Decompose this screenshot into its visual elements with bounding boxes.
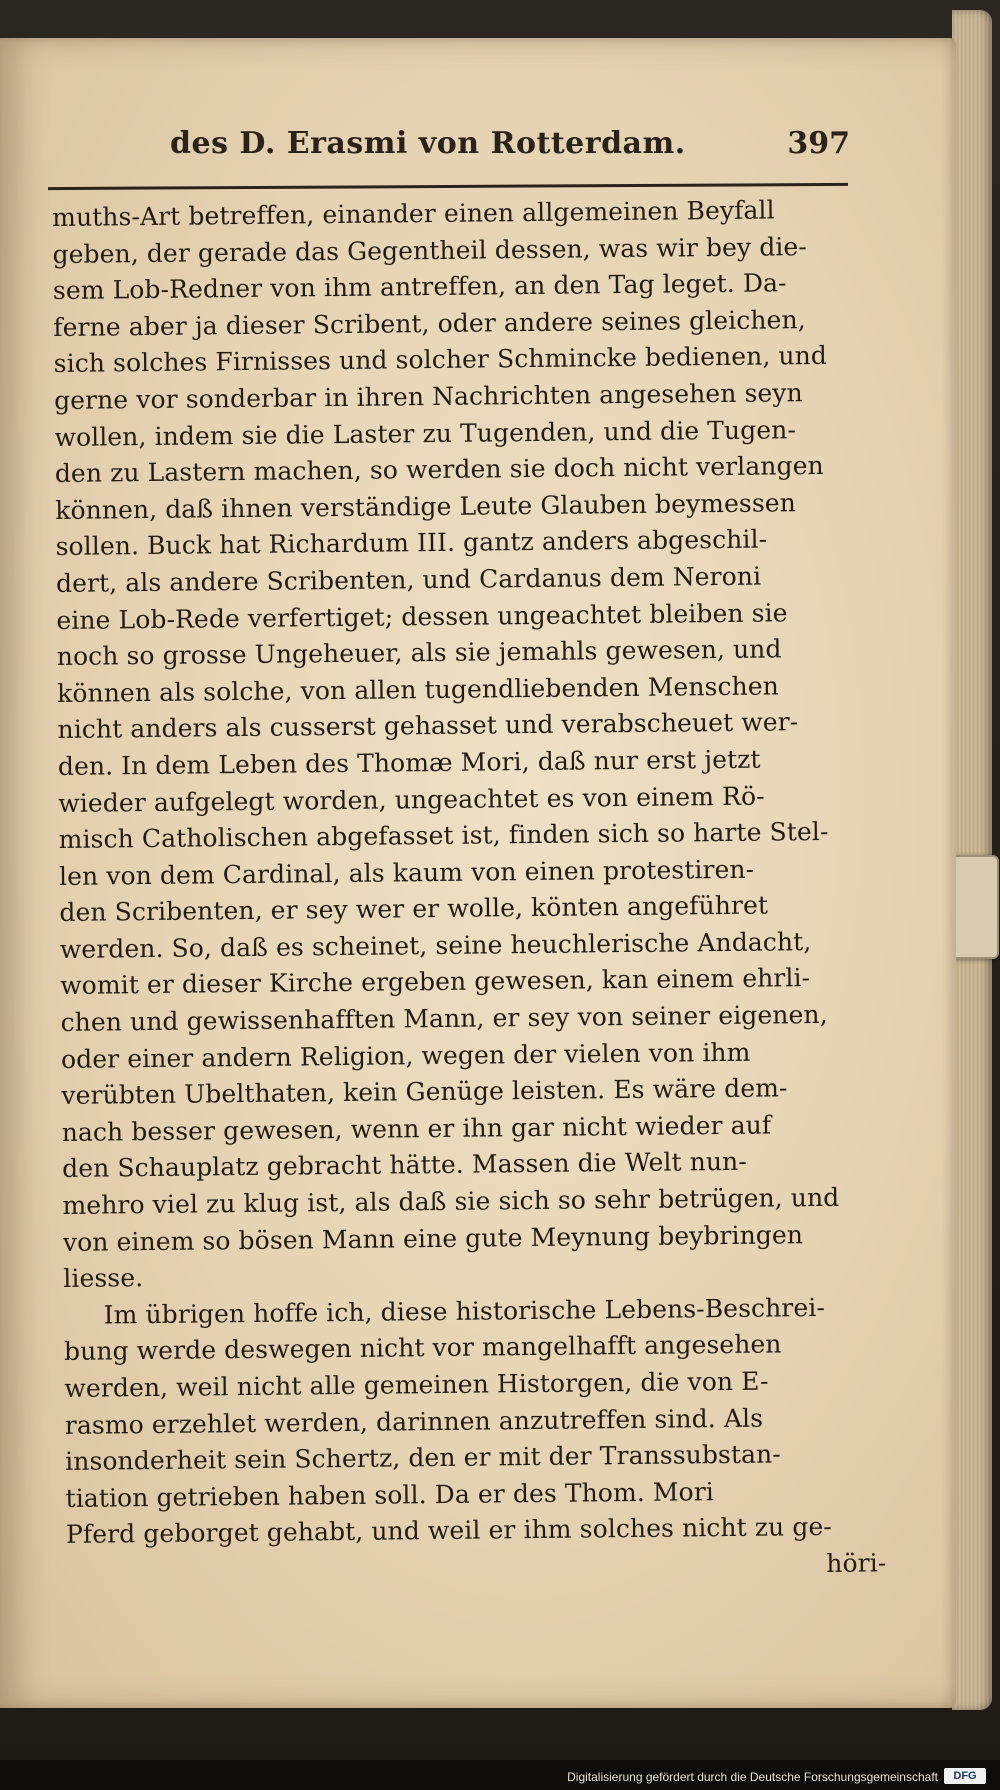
text-line: insonderheit sein Schertz, den er mit der Transsubstan- [65, 1439, 781, 1477]
text-line: den Scribenten, er sey wer er wolle, könten angeführet [59, 890, 769, 928]
text-line: mehro viel zu klug ist, als daß sie sich so sehr betrügen, und [62, 1182, 840, 1220]
text-line: den zu Lastern machen, so werden sie doch nicht verlangen [54, 451, 824, 489]
text-line: von einem so bösen Mann eine gute Meynung beybringen [62, 1219, 804, 1257]
text-line: liesse. [63, 1263, 144, 1294]
digitization-credit: Digitalisierung gefördert durch die Deutsche Forschungsgemeinschaft [567, 1770, 938, 1784]
book-page [0, 38, 956, 1708]
running-head [170, 126, 850, 176]
text-line: werden. So, daß es scheinet, seine heuchlerische Andacht, [59, 926, 812, 964]
text-line: den Schauplatz gebracht hätte. Massen die Welt nun- [61, 1147, 747, 1184]
text-line: misch Catholischen abgefasset ist, finden sich so harte Stel- [58, 816, 829, 855]
text-line: rasmo erzehlet werden, darinnen anzutreffen sind. Als [64, 1403, 764, 1440]
page-number: 397 [787, 126, 850, 161]
text-line: bung werde deswegen nicht vor mangelhafft angesehen [63, 1329, 782, 1367]
header-rule [48, 183, 848, 190]
text-line: werden, weil nicht alle gemeinen Historgen, die von E- [64, 1366, 769, 1403]
text-line: eine Lob-Rede verfertiget; dessen ungeachtet bleiben sie [56, 597, 788, 635]
catchword: höri- [826, 1548, 887, 1578]
text-line: sich solches Firnisses und solcher Schmincke bedienen, und [53, 341, 828, 379]
running-head-title: des D. Erasmi von Rotterdam. [170, 126, 686, 161]
text-line: können, daß ihnen verständige Leute Glauben beymessen [55, 487, 797, 525]
text-line: wollen, indem sie die Laster zu Tugenden, und die Tugen- [54, 414, 797, 452]
text-line: womit er dieser Kirche ergeben gewesen, kan einem ehrli- [60, 963, 811, 1001]
text-line: verübten Ubelthaten, kein Genüge leisten. Es wäre dem- [61, 1073, 788, 1111]
text-line: geben, der gerade das Gegentheil dessen, was wir bey die- [52, 231, 808, 269]
text-line: dert, als andere Scribenten, und Cardanus dem Neroni [55, 561, 762, 598]
text-line: den. In dem Leben des Thomæ Mori, daß nur erst jetzt [57, 744, 761, 781]
paragraph-start-line: Im übrigen hoffe ich, diese historische Lebens-Beschrei- [103, 1292, 826, 1330]
text-line: Pferd geborget gehabt, und weil er ihm solches nicht zu ge- [65, 1512, 833, 1550]
text-line: wieder aufgelegt worden, ungeachtet es von einem Rö- [58, 781, 765, 818]
text-line: muths-Art betreffen, einander einen allgemeinen Beyfall [52, 195, 775, 232]
text-line: oder einer andern Religion, wegen der vielen von ihm [60, 1037, 751, 1074]
text-line: chen und gewissenhafften Mann, er sey von seiner eigenen, [60, 999, 828, 1038]
text-line: gerne vor sonderbar in ihren Nachrichten angesehen seyn [53, 378, 803, 415]
text-line: nicht anders als cusserst gehasset und verabscheuet wer- [57, 707, 799, 745]
body-text [52, 191, 887, 1590]
text-line: noch so grosse Ungeheuer, als sie jemahls gewesen, und [56, 634, 782, 672]
text-line: sem Lob-Redner von ihm antreffen, an den Tag leget. Da- [52, 268, 787, 306]
dfg-logo: DFG [944, 1768, 986, 1784]
text-line: können als solche, von allen tugendliebenden Menschen [57, 671, 780, 708]
text-line: ferne aber ja dieser Scribent, oder andere seines gleichen, [53, 304, 806, 342]
text-line: nach besser gewesen, wenn er ihn gar nicht wieder auf [61, 1110, 772, 1147]
text-line: sollen. Buck hat Richardum III. gantz anders abgeschil- [55, 524, 768, 562]
text-line: tiation getrieben haben soll. Da er des Thom. Mori [65, 1476, 715, 1513]
text-line: len von dem Cardinal, als kaum von einen protestiren- [58, 854, 755, 891]
